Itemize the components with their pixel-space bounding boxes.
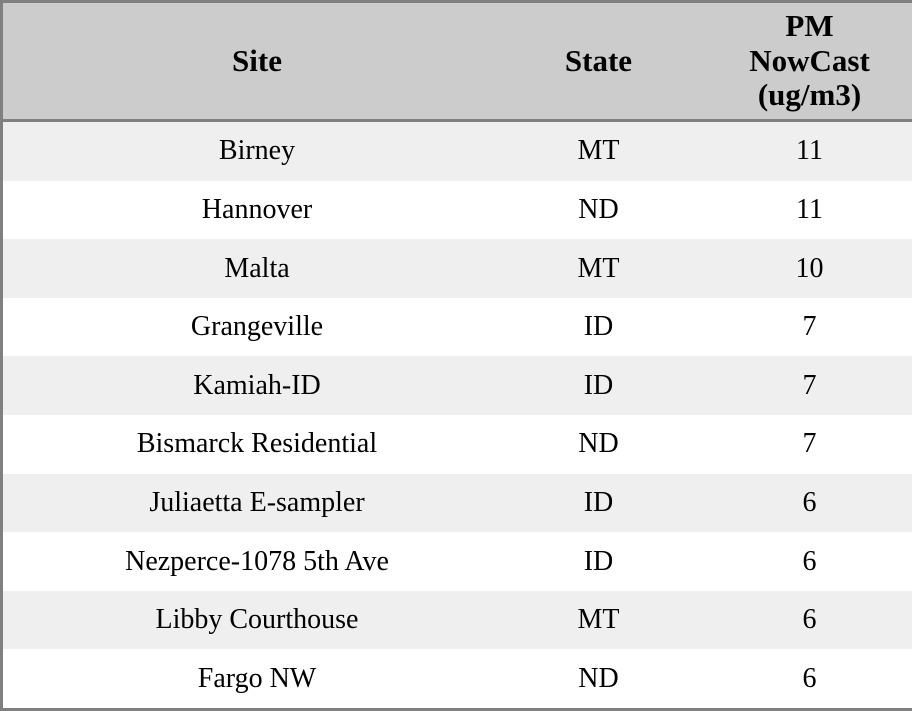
table-row: [3, 239, 912, 298]
table-row: [3, 532, 912, 591]
table-row: [3, 356, 912, 415]
column-header-pm-nowcast-line3: (ug/m3): [757, 77, 862, 113]
table-row: [3, 415, 912, 474]
cell-pm-nowcast: 11: [686, 181, 912, 240]
column-header-site: Site: [3, 3, 511, 121]
cell-state: MT: [511, 121, 686, 181]
table-row: [3, 121, 912, 181]
column-header-pm-nowcast-line2: NowCast: [749, 42, 870, 78]
cell-site: Birney: [3, 121, 511, 181]
table-row: [3, 298, 912, 357]
cell-pm-nowcast: 10: [686, 239, 912, 298]
cell-pm-nowcast: 6: [686, 474, 912, 533]
cell-state: ID: [511, 532, 686, 591]
cell-site: Grangeville: [3, 298, 511, 357]
cell-state: MT: [511, 591, 686, 650]
table-row: [3, 181, 912, 240]
cell-state: ND: [511, 649, 686, 708]
cell-site: Nezperce-1078 5th Ave: [3, 532, 511, 591]
column-header-pm-nowcast: [686, 3, 912, 121]
cell-pm-nowcast: 6: [686, 532, 912, 591]
table-header-row: [3, 3, 912, 121]
cell-site: Bismarck Residential: [3, 415, 511, 474]
cell-state: ID: [511, 356, 686, 415]
cell-site: Malta: [3, 239, 511, 298]
column-header-state: State: [511, 3, 686, 121]
table-row: [3, 474, 912, 533]
cell-state: ND: [511, 181, 686, 240]
cell-pm-nowcast: 7: [686, 356, 912, 415]
cell-site: Kamiah-ID: [3, 356, 511, 415]
cell-pm-nowcast: 6: [686, 649, 912, 708]
table-row: [3, 591, 912, 650]
table-body: [3, 121, 912, 708]
cell-state: ND: [511, 415, 686, 474]
cell-pm-nowcast: 6: [686, 591, 912, 650]
column-header-pm-nowcast-line1: PM: [785, 8, 834, 43]
air-quality-table: [3, 3, 912, 708]
cell-state: ID: [511, 474, 686, 533]
cell-site: Hannover: [3, 181, 511, 240]
cell-site: Fargo NW: [3, 649, 511, 708]
cell-site: Libby Courthouse: [3, 591, 511, 650]
table-row: [3, 649, 912, 708]
cell-pm-nowcast: 7: [686, 415, 912, 474]
cell-pm-nowcast: 11: [686, 121, 912, 181]
cell-pm-nowcast: 7: [686, 298, 912, 357]
table-header: [3, 3, 912, 121]
cell-state: MT: [511, 239, 686, 298]
cell-state: ID: [511, 298, 686, 357]
cell-site: Juliaetta E-sampler: [3, 474, 511, 533]
